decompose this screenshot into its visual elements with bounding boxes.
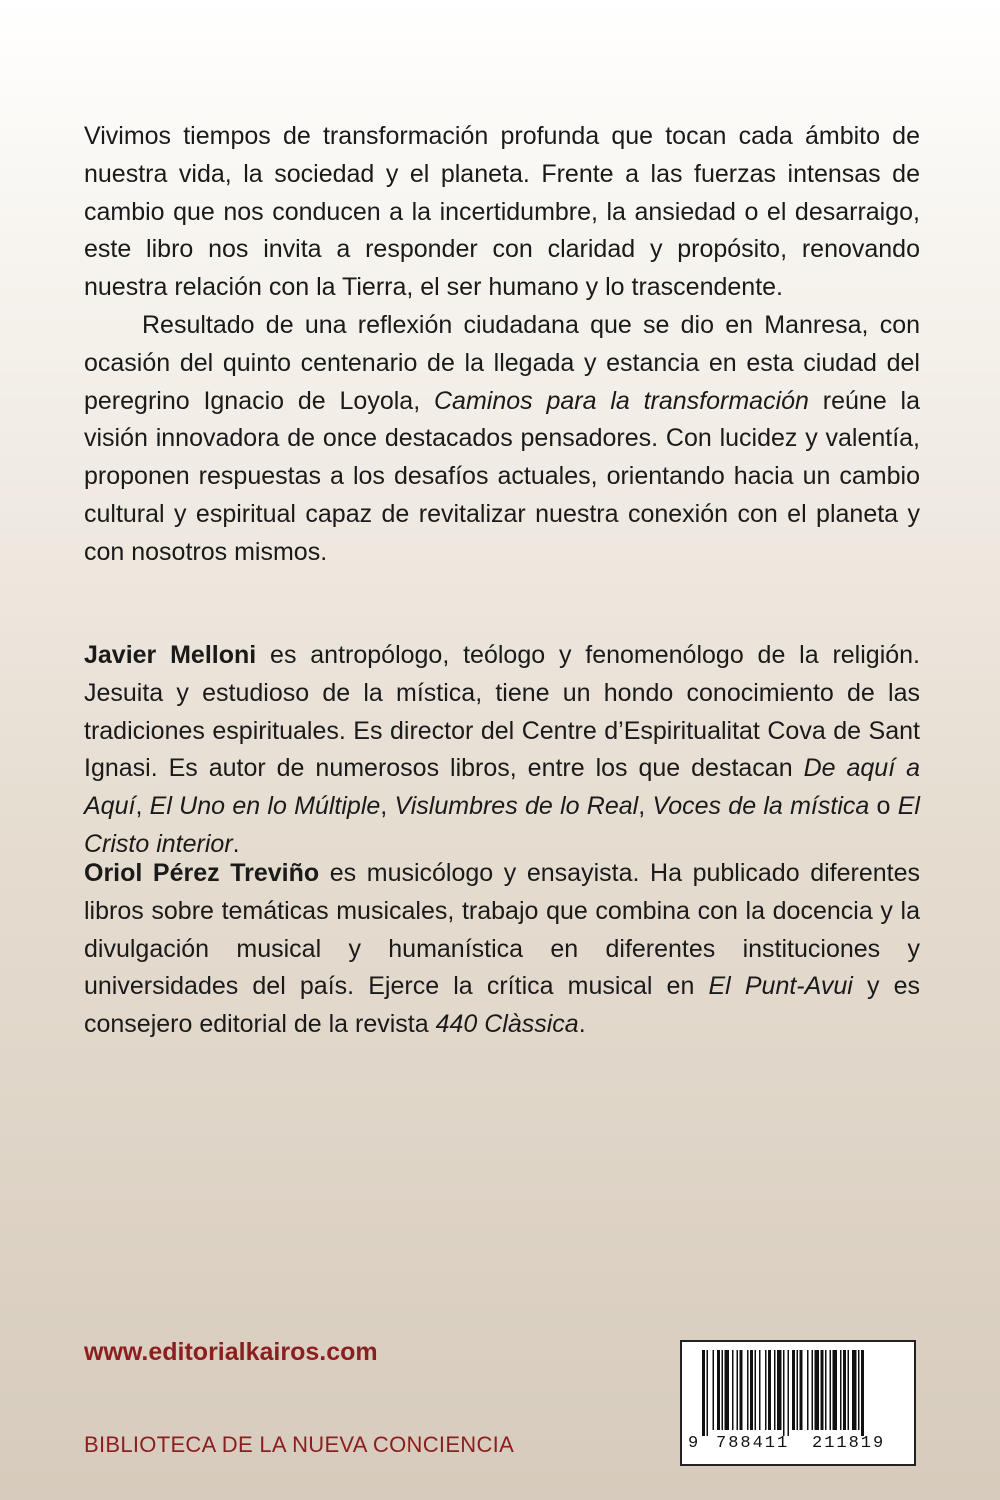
barcode-bar [777, 1350, 782, 1430]
author-bio-melloni [84, 637, 920, 864]
barcode-bar [717, 1350, 720, 1430]
blurb-text: Resultado de una reflexión ciudadana que se dio en Manresa, con ocasión del quinto centenario de la llegada y estancia en esta ciudad del peregrino Ignacio de Loyola, [84, 310, 920, 415]
blurb-paragraph-2 [84, 307, 920, 572]
blurb-paragraph-1: Vivimos tiempos de transformación profunda que tocan cada ámbito de nuestra vida, la sociedad y el planeta. Frente a las fuerzas intensas de cambio que nos conducen a la incertidumbre, la ansiedad o el desarraigo, este libro nos invita a responder con claridad y propósito, renovando nuestra relación con la Tierra, el ser humano y lo trascendente. [84, 122, 920, 302]
barcode-bar [797, 1350, 799, 1430]
isbn-right-group: 211819 [812, 1434, 886, 1453]
book-title: Vislumbres de lo Real [394, 792, 639, 821]
barcode-bar [765, 1350, 767, 1430]
isbn-barcode [680, 1340, 916, 1466]
barcode-bar [830, 1350, 832, 1430]
separator: , [638, 792, 653, 821]
barcode-bar [702, 1350, 705, 1436]
blurb-text: reúne la visión innovadora de once destacados pensadores. Con lucidez y valentía, proponen respuestas a los desafíos actuales, orientando hacia un cambio cultural y espiritual capaz de revitalizar nuestra conexión con el planeta y con nosotros mismos. [84, 386, 921, 566]
barcode-bar [707, 1350, 709, 1436]
book-title: El Uno en lo Múltiple [149, 792, 381, 821]
barcode-bar [812, 1350, 814, 1430]
barcode-bar [807, 1350, 809, 1430]
barcode-bar [747, 1350, 749, 1430]
separator: o [869, 792, 898, 821]
barcode-bar [759, 1350, 761, 1430]
separator: . [578, 1010, 586, 1039]
barcode-bar [732, 1350, 734, 1430]
author-name: Oriol Pérez Treviño [84, 859, 320, 887]
barcode-bar [833, 1350, 838, 1430]
barcode-bar [713, 1350, 715, 1430]
barcode-bar [858, 1350, 860, 1430]
barcode-bar [768, 1350, 771, 1430]
collection-name: BIBLIOTECA DE LA NUEVA CONCIENCIA [84, 1432, 515, 1457]
barcode-bar [737, 1350, 739, 1430]
publication-title: El Punt-Avui [708, 972, 853, 1001]
barcode-bar [815, 1350, 820, 1430]
author-bio-text: y es consejero editorial de la revista [84, 972, 921, 1039]
barcode-bar [722, 1350, 724, 1430]
barcode-bar [774, 1350, 776, 1430]
back-cover-blurb [84, 118, 920, 572]
separator: , [135, 792, 150, 821]
barcode-bar [821, 1350, 824, 1430]
barcode-bar [848, 1350, 850, 1430]
barcode-bar [788, 1350, 790, 1436]
isbn-left-group: 788411 [716, 1434, 790, 1453]
author-bio-text: es musicólogo y ensayista. Ha publicado diferentes libros sobre temáticas musicales, trabajo que combina con la docencia y la divulgación musical y humanística en diferentes instituciones y universidades del país. Ejerce la crítica musical en [84, 859, 920, 1001]
separator: , [380, 792, 395, 821]
barcode-bar [740, 1350, 743, 1430]
book-title: De aquí a Aquí [84, 754, 920, 821]
publisher-website-link[interactable]: www.editorialkairos.com [84, 1338, 378, 1366]
author-name: Javier Melloni [84, 641, 257, 669]
barcode-bar [725, 1350, 730, 1430]
author-bio-perez-trevino [84, 855, 920, 1044]
book-title: El Cristo interior [84, 792, 920, 858]
barcode-bar [840, 1350, 842, 1430]
book-title: Voces de la mística [652, 792, 870, 821]
publication-title: 440 Clàssica [435, 1010, 579, 1039]
barcode-bar [755, 1350, 757, 1430]
barcode-bar [852, 1350, 857, 1430]
barcode-bar [800, 1350, 803, 1430]
author-bio-text: es antropólogo, teólogo y fenomenólogo de la religión. Jesuita y estudioso de la mística, tiene un hondo conocimiento de las tradiciones espirituales. Es director del Centre d’Espiritualitat Cova de Sant Ignasi. Es autor de numerosos libros, entre los que destacan [84, 641, 920, 783]
barcode-bar [861, 1350, 864, 1436]
separator: . [232, 829, 240, 858]
barcode-bar [750, 1350, 753, 1430]
book-title: Caminos para la transformación [433, 386, 809, 415]
barcode-bar [792, 1350, 795, 1430]
barcode-bar [843, 1350, 846, 1430]
barcode-bar [783, 1350, 785, 1436]
barcode-bar [825, 1350, 827, 1430]
isbn-first-digit: 9 [688, 1434, 699, 1453]
